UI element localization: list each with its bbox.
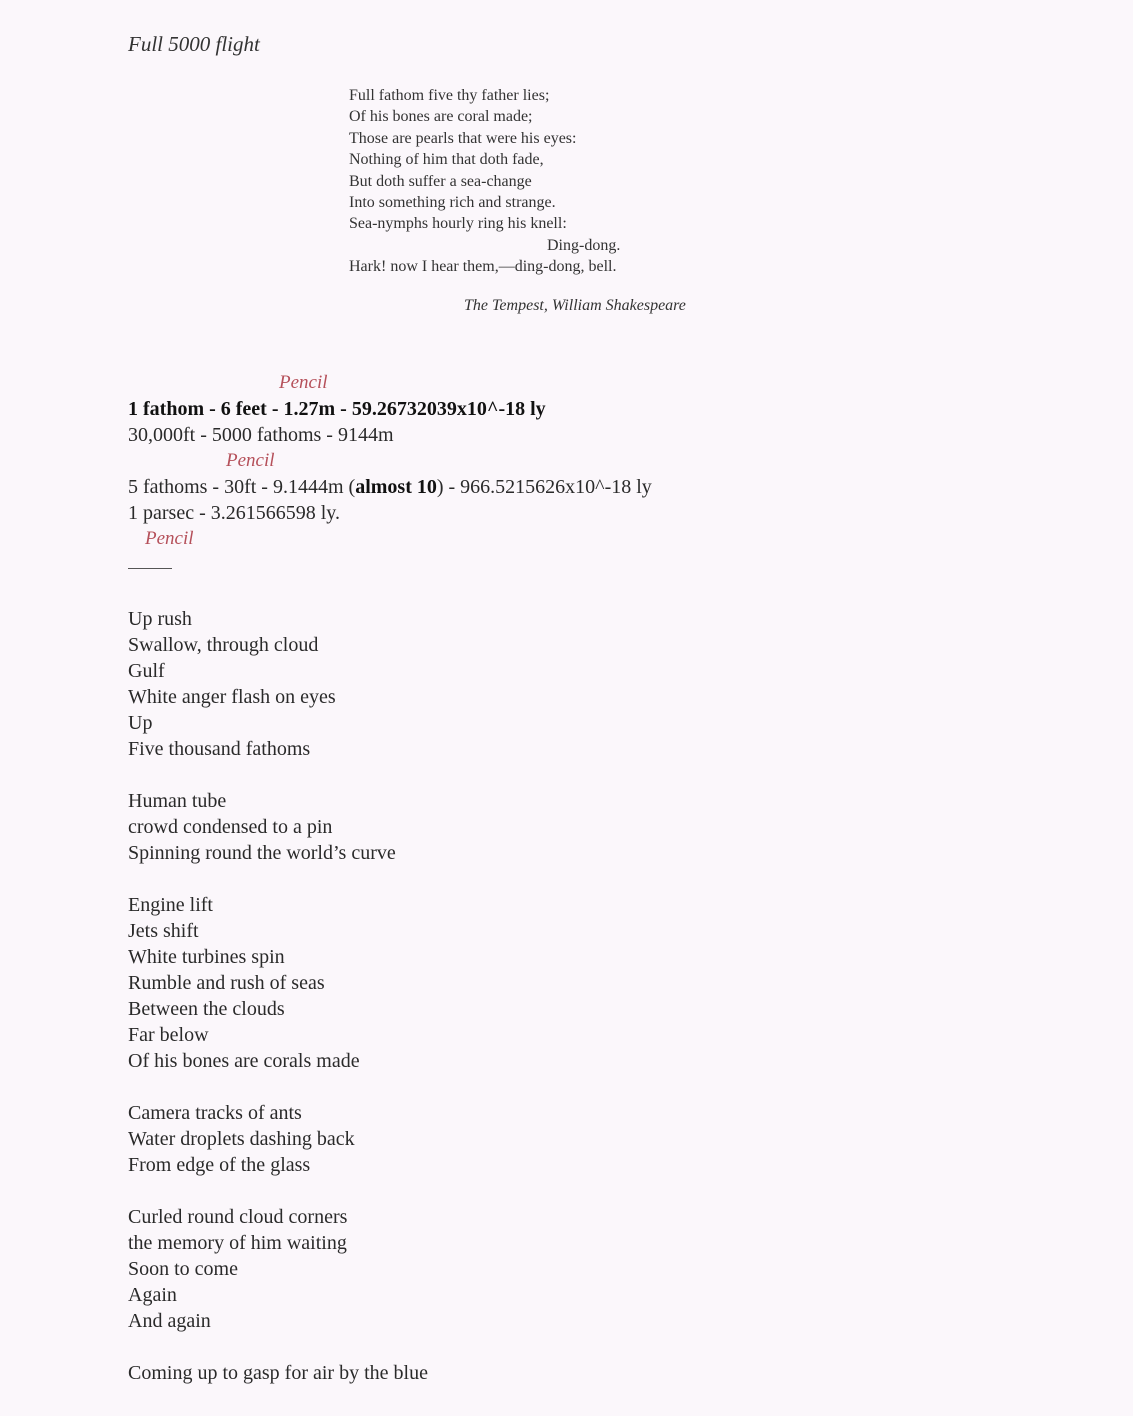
poem-line: crowd condensed to a pin — [128, 816, 333, 838]
poem-line: And again — [128, 1310, 211, 1332]
poem-line: Five thousand fathoms — [128, 738, 311, 760]
poem-line: Spinning round the world’s curve — [128, 842, 396, 864]
conversion-bold: almost 10 — [355, 476, 437, 498]
document-title: Full 5000 flight — [128, 32, 260, 56]
poem-line: White anger flash on eyes — [128, 686, 336, 708]
poem-stanza — [128, 1204, 428, 1334]
conversion-line: 1 parsec - 3.261566598 ly. — [128, 502, 340, 524]
conversion-line: 30,000ft - 5000 fathoms - 9144m — [128, 424, 394, 446]
epigraph-line: Sea-nymphs hourly ring his knell: — [349, 215, 567, 233]
poem-line: Up — [128, 712, 153, 734]
poem-line: Of his bones are corals made — [128, 1050, 360, 1072]
epigraph-line: Ding-dong. — [547, 236, 621, 254]
poem-line: Rumble and rush of seas — [128, 972, 325, 994]
conversion-line — [128, 476, 652, 499]
poem-line: Jets shift — [128, 920, 199, 942]
epigraph-line: Into something rich and strange. — [349, 194, 556, 212]
epigraph-line: Those are pearls that were his eyes: — [349, 129, 577, 147]
epigraph — [349, 85, 620, 278]
poem-line: Coming up to gasp for air by the blue — [128, 1362, 428, 1384]
poem-line: Soon to come — [128, 1258, 238, 1280]
poem-line: Gulf — [128, 660, 165, 682]
poem-stanza — [128, 892, 428, 1074]
poem — [128, 606, 428, 1412]
conversion-text: 5 fathoms - 30ft - 9.1444m ( — [128, 476, 356, 498]
poem-stanza — [128, 606, 428, 762]
epigraph-line: Nothing of him that doth fade, — [349, 151, 544, 169]
poem-line: the memory of him waiting — [128, 1232, 347, 1254]
epigraph-line: But doth suffer a sea-change — [349, 172, 532, 190]
poem-line: From edge of the glass — [128, 1154, 311, 1176]
poem-line: White turbines spin — [128, 946, 285, 968]
poem-line: Water droplets dashing back — [128, 1128, 355, 1150]
poem-line: Between the clouds — [128, 998, 285, 1020]
conversion-line — [128, 398, 546, 421]
conversion-text: ) - 966.5215626x10^-18 ly — [436, 476, 652, 498]
poem-line: Up rush — [128, 608, 192, 630]
poem-line: Camera tracks of ants — [128, 1102, 302, 1124]
epigraph-line: Hark! now I hear them,—ding-dong, bell. — [349, 258, 617, 276]
poem-stanza — [128, 788, 428, 866]
conversion-bold: 1 fathom - 6 feet - 1.27m - 59.26732039x10^-18 ly — [128, 398, 546, 420]
epigraph-line: Full fathom five thy father lies; — [349, 87, 550, 104]
poem-stanza — [128, 1360, 428, 1386]
pencil-note: Pencil — [145, 528, 194, 549]
poem-line: Swallow, through cloud — [128, 634, 319, 656]
pencil-note: Pencil — [226, 450, 275, 471]
section-divider — [128, 568, 172, 569]
epigraph-line: Of his bones are coral made; — [349, 108, 533, 126]
poem-stanza — [128, 1100, 428, 1178]
poem-line: Engine lift — [128, 894, 213, 916]
epigraph-attribution: The Tempest, William Shakespeare — [464, 297, 686, 314]
poem-line: Again — [128, 1284, 177, 1306]
poem-line: Far below — [128, 1024, 209, 1046]
poem-line: Human tube — [128, 790, 227, 812]
poem-line: Curled round cloud corners — [128, 1206, 348, 1228]
pencil-note: Pencil — [279, 372, 328, 393]
